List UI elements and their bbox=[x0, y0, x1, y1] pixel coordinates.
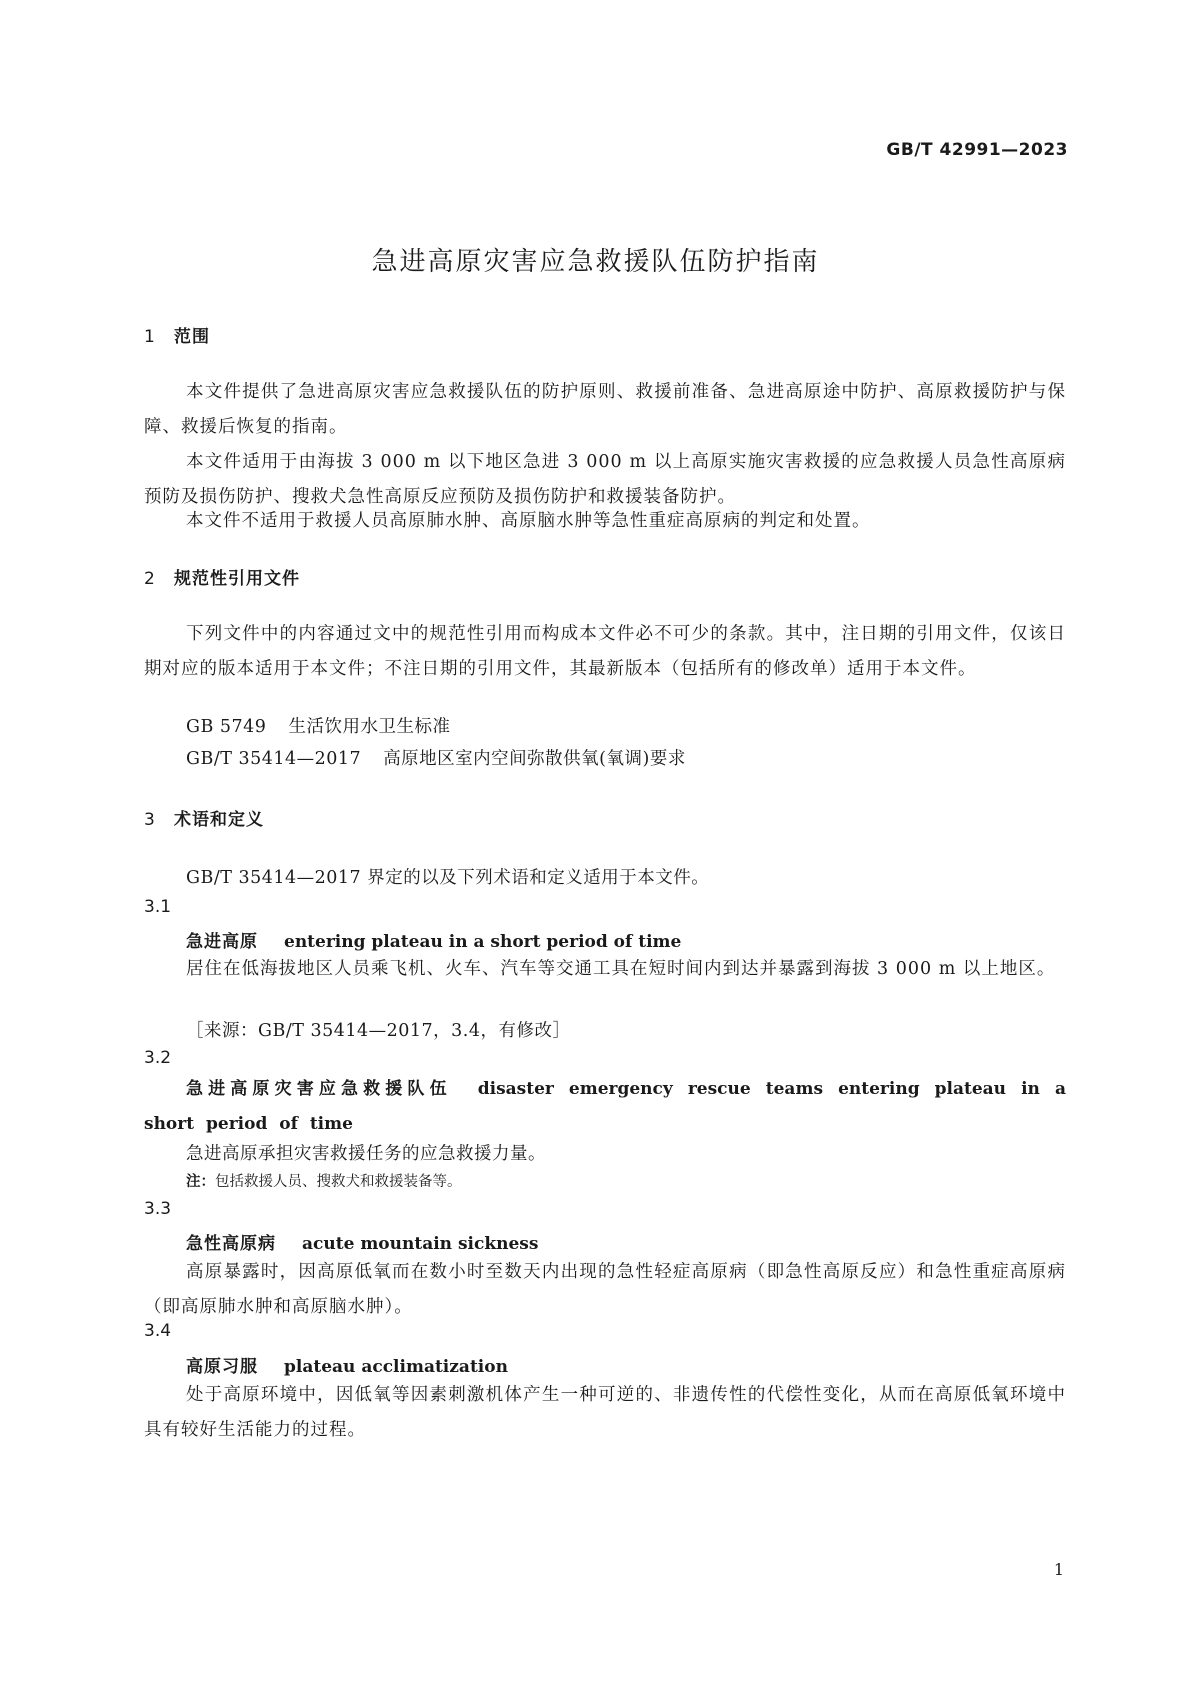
reference-name: 生活饮用水卫生标准 bbox=[288, 717, 451, 737]
term-heading bbox=[186, 1229, 538, 1254]
term-source: ［来源：GB/T 35414—2017，3.4，有修改］ bbox=[186, 1021, 571, 1041]
normative-reference bbox=[186, 713, 450, 738]
reference-code: GB/T 35414—2017 bbox=[186, 749, 362, 769]
term-number: 3.4 bbox=[144, 1321, 172, 1341]
note-text: 包括救援人员、搜救犬和救援装备等。 bbox=[215, 1174, 462, 1190]
sec1-paragraph-2: 本文件适用于由海拔 3 000 m 以下地区急进 3 000 m 以上高原实施灾害救援的应急救援人员急性高原病预防及损伤防护、搜救犬急性高原反应预防及损伤防护和救援装备防护。 bbox=[144, 452, 1066, 507]
reference-code: GB 5749 bbox=[186, 717, 267, 737]
term-heading bbox=[186, 927, 681, 952]
document-title: 急进高原灾害应急救援队伍防护指南 bbox=[371, 247, 820, 277]
term-en: disaster emergency rescue teams entering plateau in a short period of time bbox=[144, 1079, 1066, 1134]
section-number: 1 bbox=[144, 327, 156, 347]
section-1-heading bbox=[144, 322, 210, 347]
section-2-heading bbox=[144, 564, 300, 589]
page-number: 1 bbox=[1053, 1560, 1064, 1579]
term-en: entering plateau in a short period of time bbox=[284, 932, 682, 952]
term-heading bbox=[186, 1352, 508, 1377]
term-definition: 处于高原环境中，因低氧等因素刺激机体产生一种可逆的、非遗传性的代偿性变化，从而在高原低氧环境中具有较好生活能力的过程。 bbox=[144, 1385, 1066, 1440]
sec2-paragraph-1: 下列文件中的内容通过文中的规范性引用而构成本文件必不可少的条款。其中，注日期的引用文件，仅该日期对应的版本适用于本文件；不注日期的引用文件，其最新版本（包括所有的修改单）适用于本文件。 bbox=[144, 624, 1066, 679]
term-en: plateau acclimatization bbox=[284, 1357, 508, 1377]
section-number: 3 bbox=[144, 810, 156, 830]
term-zh: 急性高原病 bbox=[186, 1234, 276, 1254]
sec1-paragraph-3: 本文件不适用于救援人员高原肺水肿、高原脑水肿等急性重症高原病的判定和处置。 bbox=[186, 511, 871, 531]
normative-reference bbox=[186, 745, 686, 770]
term-definition: 高原暴露时，因高原低氧而在数小时至数天内出现的急性轻症高原病（即急性高原反应）和急性重症高原病（即高原肺水肿和高原脑水肿）。 bbox=[144, 1262, 1066, 1317]
standard-code: GB/T 42991—2023 bbox=[886, 140, 1068, 160]
section-title: 术语和定义 bbox=[174, 810, 264, 830]
term-note bbox=[186, 1170, 462, 1191]
section-title: 范围 bbox=[174, 327, 210, 347]
section-3-heading bbox=[144, 805, 264, 830]
sec3-intro: GB/T 35414—2017 界定的以及下列术语和定义适用于本文件。 bbox=[186, 868, 710, 888]
term-number: 3.3 bbox=[144, 1199, 172, 1219]
term-definition: 急进高原承担灾害救援任务的应急救援力量。 bbox=[186, 1144, 546, 1164]
term-zh: 高原习服 bbox=[186, 1357, 258, 1377]
term-en: acute mountain sickness bbox=[302, 1234, 539, 1254]
term-zh: 急进高原灾害应急救援队伍 bbox=[186, 1079, 452, 1099]
term-zh: 急进高原 bbox=[186, 932, 258, 952]
term-definition: 居住在低海拔地区人员乘飞机、火车、汽车等交通工具在短时间内到达并暴露到海拔 3 000 m 以上地区。 bbox=[186, 959, 1056, 979]
section-number: 2 bbox=[144, 569, 156, 589]
term-number: 3.2 bbox=[144, 1048, 172, 1068]
term-number: 3.1 bbox=[144, 897, 172, 917]
reference-name: 高原地区室内空间弥散供氧(氧调)要求 bbox=[383, 749, 686, 769]
term-heading bbox=[144, 1072, 1066, 1142]
sec1-paragraph-1: 本文件提供了急进高原灾害应急救援队伍的防护原则、救援前准备、急进高原途中防护、高原救援防护与保障、救援后恢复的指南。 bbox=[144, 382, 1066, 437]
section-title: 规范性引用文件 bbox=[174, 569, 300, 589]
note-label: 注： bbox=[186, 1174, 215, 1190]
